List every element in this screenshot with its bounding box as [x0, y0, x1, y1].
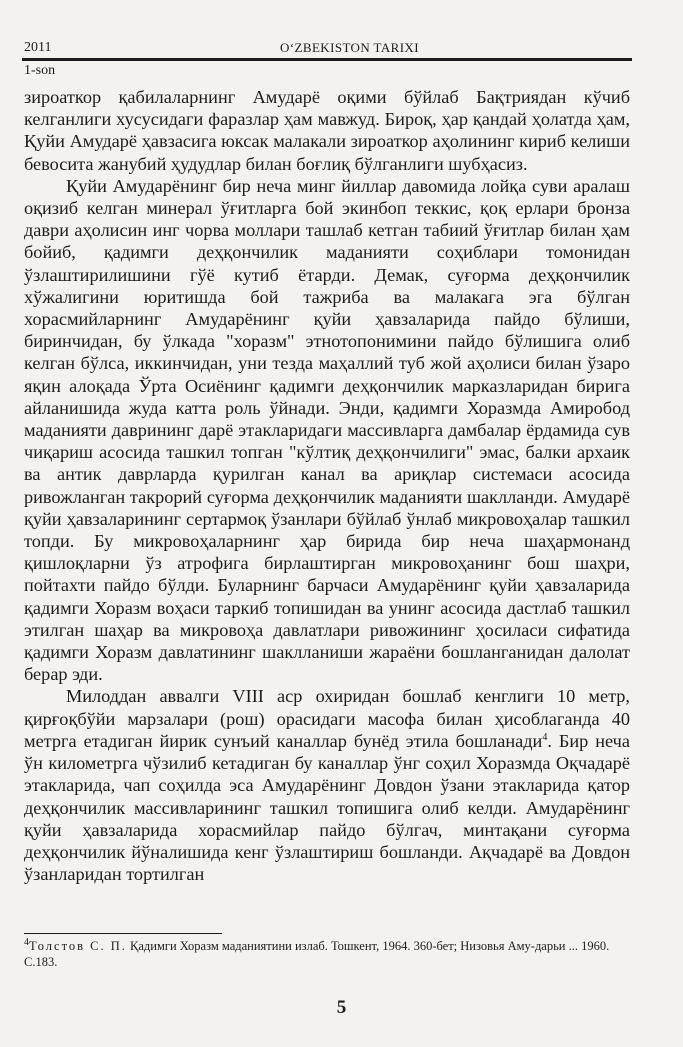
footnote-text: Қадимги Хоразм маданиятини излаб. Тошкент, 1964. 360-бет; Низовья Аму-дарьи ... 1960. С.183. — [24, 939, 610, 969]
paragraph-2: Қуйи Амударёнинг бир неча минг йиллар давомида лойқа суви аралаш оқизиб келган минерал ўғитларга бой экинбоп теккис, қоқ ерлари бронза даври аҳолисин инг чорва моллари ташлаб кетган табиий ўғитлар билан ҳам бойиб, қадимги деҳқончилик маданияти соҳиблари томонидан ўзлаштирилишини гўё кутиб ётарди. Демак, суғорма деҳқончилик хўжалигини юритишда бой тажриба ва малакага эга бўлган хорасмийларнинг Амударёнинг қуйи ҳавзаларида пайдо бўлиши, биринчидан, бу ўлкада "хоразм" этнотопонимини пайдо бўлишига олиб келган бўлса, иккинчидан, уни тезда маҳаллий туб жой аҳолиси билан ўзаро яқин алоқада Ўрта Осиёнинг қадимги деҳқончилик марказларидан бирига айланишида жуда катта роль ўйнади. Энди, қадимги Хоразмда Амиробод маданияти даврининг дарё этакларидаги массивларга дамбалар ёрдамида сув чиқариш асосида ташкил топган "кўлтиқ деҳқончилиги" эмас, балки архаик ва антик даврларда қурилган канал ва ариқлар системаси асосида ривожланган такрорий суғорма деҳқончилик маданияти шаклланди. Амударё қуйи ҳавзаларининг сертармоқ ўзанлари бўйлаб ўнлаб микровоҳалар ташкил топди. Бу микровоҳаларнинг ҳар бирида бир неча шаҳармонанд қишлоқларни ўз атрофига бирлаштирган микровоҳанинг бош шаҳри, пойтахти пайдо бўлди. Буларнинг барчаси Амударёнинг қуйи ҳавзаларида қадимги Хоразм воҳаси таркиб топишидан ва унинг асосида дастлаб ташкил этилган шаҳар ва микровоҳа давлатлари ривожининг ҳосиласи сифатида қадимги Хоразм давлатининг шаклланиши жараёни бошланганидан далолат берар эди. — [24, 175, 630, 685]
footnote-marker: 4 — [24, 936, 29, 948]
header-rule — [22, 58, 632, 61]
footnote-rule — [24, 933, 222, 934]
footnote — [24, 938, 624, 970]
body-text — [24, 86, 630, 885]
paragraph-3-continued: Бир неча ўн километрга чўзилиб кетадиган бу каналлар ўнг соҳил Хоразмда Оқчадарё этакларида, чап соҳилда эса Амударёнинг Довдон ўзани этакларида қатор деҳқончилик массивларининг ташкил топишига олиб келди. Амударёнинг қуйи ҳавзаларида хорасмийлар пайдо бўлгач, минтақани суғорма деҳқончилик йўналишида кенг ўзлаштириш бошланди. Ақчадарё ва Довдон ўзанларидан тортилган — [24, 730, 630, 885]
paragraph-3: Милоддан аввалги VIII аср охиридан бошлаб кенглиги 10 метр, қирғоқбўйи марзалари (рош) орасидаги масофа билан ҳисоблаганда 40 метрга етадиган йирик сунъий каналлар бунёд этила бошланади$^4$. Бир неча ўн километрга чўзилиб кетадиган бу каналлар ўнг соҳил Хоразмда Оқчадарё этакларида, чап соҳилда эса Амударёнинг Довдон ўзани этакларида қатор деҳқончилик массивларининг ташкил топишига олиб келди. Амударёнинг қуйи ҳавзаларида хорасмийлар пайдо бўлгач, минтақани суғорма деҳқончилик йўналишида кенг ўзлаштириш бошланди. Ақчадарё ва Довдон ўзанларидан тортилган — [24, 686, 630, 885]
footnote-ref[interactable]: 4 — [542, 731, 548, 743]
paragraph-3-text: Милоддан аввалги VIII аср охиридан бошлаб кенглиги 10 метр, қирғоқбўйи марзалари (рош) орасидаги масофа билан ҳисоблаганда 40 метрга етадиган йирик сунъий каналлар бунёд этила бошланади — [24, 686, 630, 751]
page-number: 5 — [336, 997, 347, 1018]
footnote-author: Толстов С. П. — [29, 939, 127, 953]
journal-title: O‘ZBEKISTON TARIXI — [280, 40, 419, 55]
header-issue: 1-son — [24, 63, 56, 78]
header-year: 2011 — [24, 40, 52, 55]
paragraph-1: зироаткор қабилаларнинг Амударё оқими бўйлаб Бақтриядан кўчиб келганлиги хусусидаги фаразлар ҳам мавжуд. Бироқ, ҳар қандай ҳолатда ҳам, Қуйи Амударё ҳавзасига юксак малакали зироаткор аҳолининг кириб келиши бевосита жанубий ҳудудлар билан боғлиқ бўлганлиги шубҳасиз. — [24, 87, 630, 174]
